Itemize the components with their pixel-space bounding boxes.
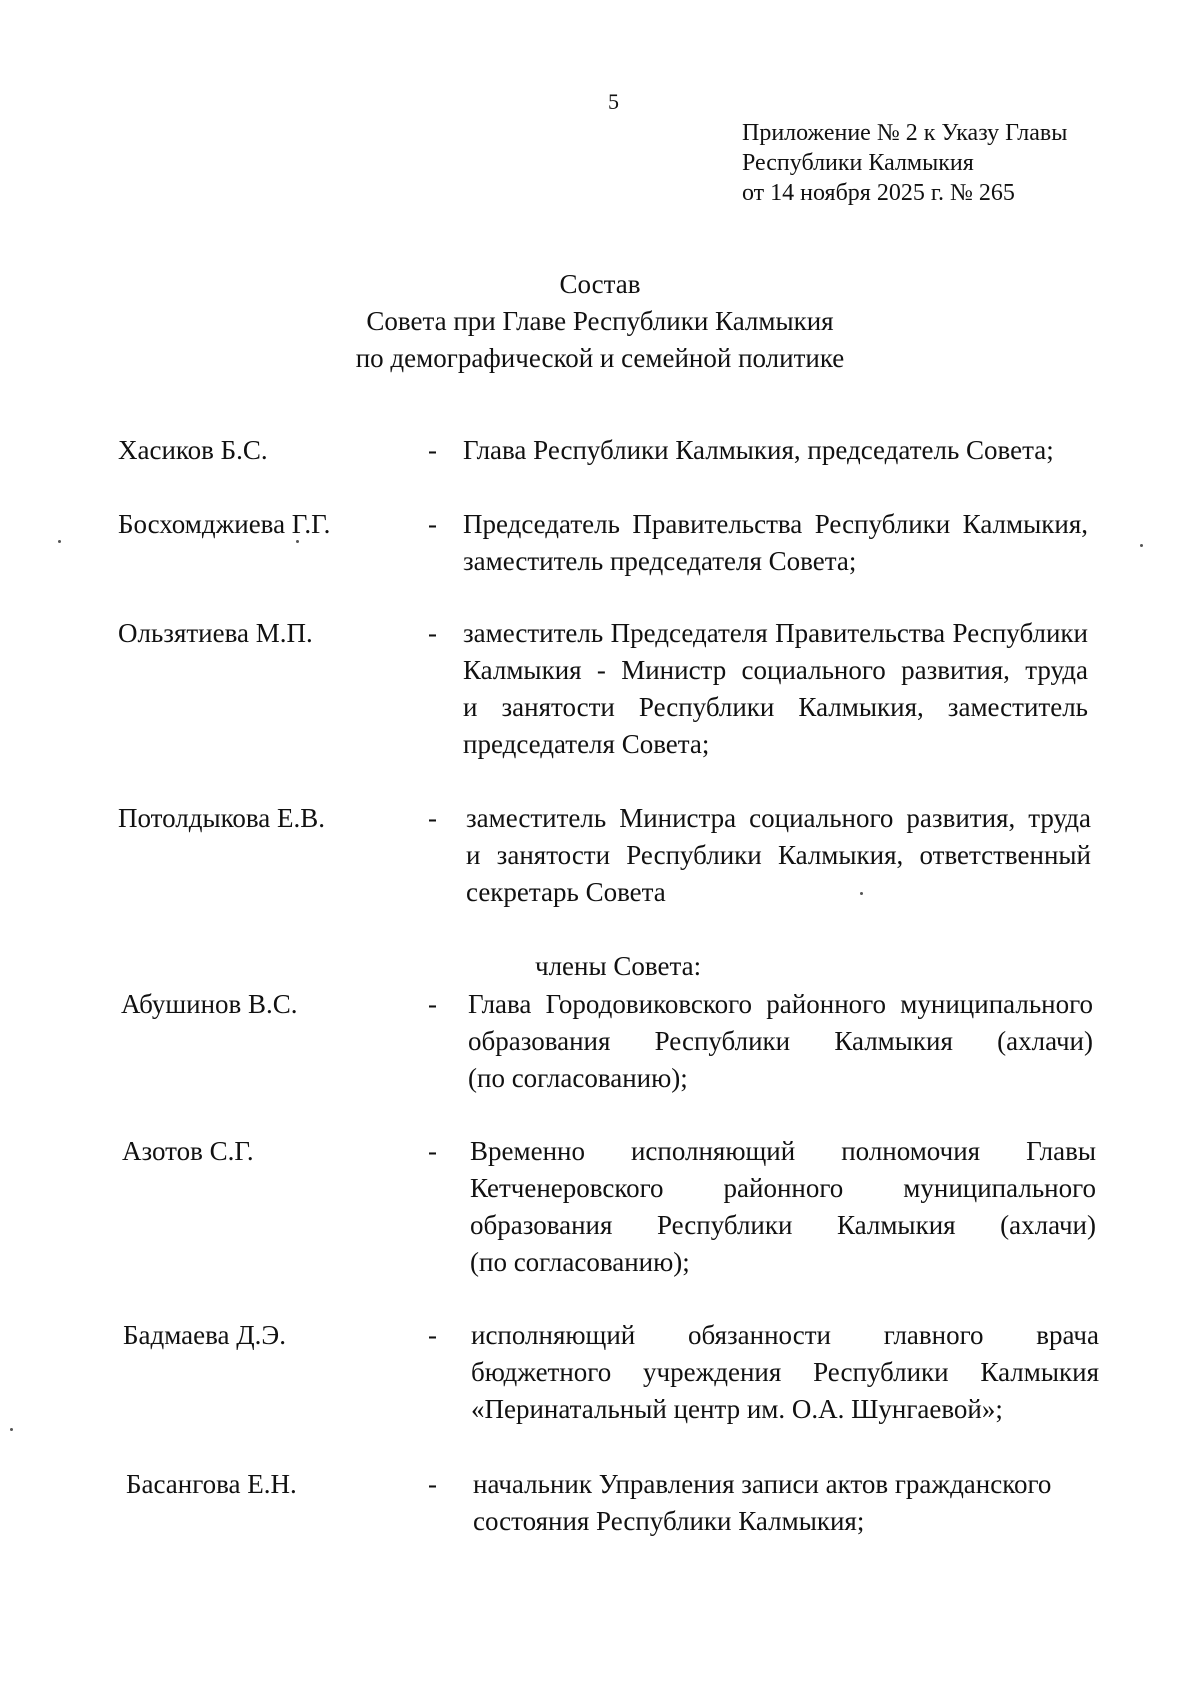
member-name: Басангова Е.Н. bbox=[126, 1469, 297, 1499]
member-role bbox=[470, 1133, 1096, 1281]
appendix-line: Республики Калмыкия bbox=[742, 150, 974, 176]
role-line: секретарь Совета bbox=[466, 877, 666, 907]
member-role bbox=[466, 800, 1091, 911]
dash: - bbox=[428, 1136, 437, 1166]
role-line: «Перинатальный центр им. О.А. Шунгаевой»; bbox=[471, 1394, 1003, 1424]
scan-speck bbox=[296, 540, 299, 543]
member-role bbox=[463, 432, 1088, 469]
member-role bbox=[473, 1466, 1101, 1540]
role-line: исполняющий обязанности главного врача bbox=[471, 1320, 1099, 1350]
scan-speck bbox=[1140, 544, 1143, 547]
title-line: по демографической и семейной политике bbox=[355, 343, 845, 373]
role-line: заместитель Министра социального развития, труда bbox=[466, 803, 1091, 833]
members-heading: члены Совета: bbox=[535, 951, 702, 981]
dash: - bbox=[428, 509, 437, 539]
role-line: и занятости Республики Калмыкия, заместитель bbox=[463, 692, 1088, 722]
dash: - bbox=[428, 435, 437, 465]
member-name: Хасиков Б.С. bbox=[118, 435, 268, 465]
title-line: Совета при Главе Республики Калмыкия bbox=[366, 306, 834, 336]
member-role bbox=[463, 615, 1088, 763]
role-line: состояния Республики Калмыкия; bbox=[473, 1506, 865, 1536]
member-name: Бадмаева Д.Э. bbox=[123, 1320, 286, 1350]
role-line: заместитель председателя Совета; bbox=[463, 546, 857, 576]
document-title bbox=[0, 266, 1200, 377]
member-role bbox=[471, 1317, 1099, 1428]
role-line: Глава Городовиковского районного муниципального bbox=[468, 989, 1093, 1019]
role-line: начальник Управления записи актов гражданского bbox=[473, 1469, 1052, 1499]
member-name: Босхомджиева Г.Г. bbox=[118, 509, 331, 539]
member-role bbox=[468, 986, 1093, 1097]
role-line: заместитель Председателя Правительства Республики bbox=[463, 618, 1088, 648]
dash: - bbox=[428, 618, 437, 648]
role-line: Глава Республики Калмыкия, председатель Совета; bbox=[463, 435, 1054, 465]
dash: - bbox=[428, 1320, 437, 1350]
appendix-line: от 14 ноября 2025 г. № 265 bbox=[742, 180, 1015, 206]
dash: - bbox=[428, 989, 437, 1019]
role-line: (по согласованию); bbox=[470, 1247, 690, 1277]
member-name: Азотов С.Г. bbox=[122, 1136, 254, 1166]
dash: - bbox=[428, 803, 437, 833]
member-name: Ользятиева М.П. bbox=[118, 618, 313, 648]
page-number: 5 bbox=[608, 89, 619, 114]
role-line: Временно исполняющий полномочия Главы bbox=[470, 1136, 1096, 1166]
member-name: Потолдыкова Е.В. bbox=[118, 803, 325, 833]
role-line: Кетченеровского районного муниципального bbox=[470, 1173, 1096, 1203]
scan-speck bbox=[860, 892, 863, 895]
role-line: (по согласованию); bbox=[468, 1063, 688, 1093]
member-name: Абушинов В.С. bbox=[121, 989, 298, 1019]
role-line: бюджетного учреждения Республики Калмыкия bbox=[471, 1357, 1099, 1387]
role-line: Калмыкия - Министр социального развития, труда bbox=[463, 655, 1088, 685]
role-line: и занятости Республики Калмыкия, ответственный bbox=[466, 840, 1091, 870]
role-line: образования Республики Калмыкия (ахлачи) bbox=[468, 1026, 1093, 1056]
scan-speck bbox=[58, 540, 61, 543]
title-line: Состав bbox=[559, 269, 641, 299]
appendix-line: Приложение № 2 к Указу Главы bbox=[742, 120, 1068, 146]
member-role bbox=[463, 506, 1088, 580]
appendix-header bbox=[742, 118, 1067, 208]
scan-speck bbox=[10, 1428, 13, 1431]
dash: - bbox=[428, 1469, 437, 1499]
role-line: образования Республики Калмыкия (ахлачи) bbox=[470, 1210, 1096, 1240]
role-line: Председатель Правительства Республики Калмыкия, bbox=[463, 509, 1088, 539]
role-line: председателя Совета; bbox=[463, 729, 710, 759]
